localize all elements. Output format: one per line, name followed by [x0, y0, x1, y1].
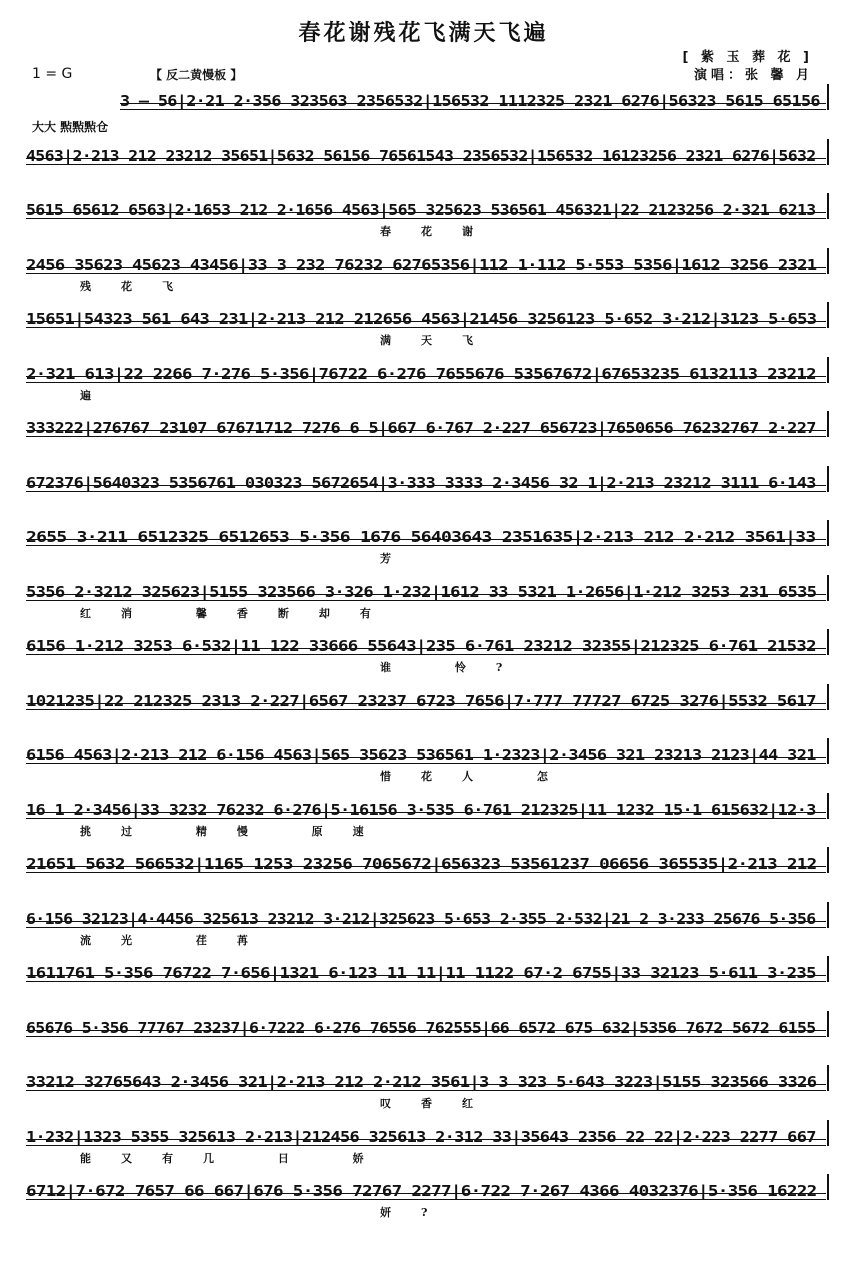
lyric-text: 残花飞: [80, 279, 203, 293]
lyric-text: 能又有几 日 娇: [80, 1151, 394, 1165]
notation-text: 2655 3·211 6512325 6512653 5·356 1676 56403643 2351635|2·213 212 2·212 3561|33: [26, 528, 816, 546]
notation-text: 2·321 613|22 2266 7·276 5·356|76722 6·276 7655676 53567672|67653235 6132113 23212: [26, 364, 816, 383]
notation-line: [26, 357, 826, 383]
notation-line: [26, 466, 826, 492]
barline: [827, 793, 829, 819]
notation-line: [26, 575, 826, 601]
barline: [827, 520, 829, 546]
notation-text: 15651|54323 561 643 231|2·213 212 212656 4563|21456 3256123 5·652 3·212|3123 5·653: [26, 310, 817, 328]
barline: [827, 193, 829, 219]
barline: [827, 902, 829, 928]
notation-text: 6712|7·672 7657 66 667|676 5·356 72767 2277|6·722 7·267 4366 4032376|5·356 16222: [26, 1182, 817, 1200]
notation-text: 6156 4563|2·213 212 6·156 4563|565 35623 536561 1·2323|2·3456 321 23213 2123|44 321: [26, 746, 816, 764]
notation-line: [26, 520, 826, 546]
lyric-text: 谁 怜?: [380, 661, 533, 674]
notation-text: 33212 32765643 2·3456 321|2·213 212 2·212 3561|3 3 323 5·643 3223|5155 323566 3326: [26, 1073, 817, 1091]
notation-line: [26, 248, 826, 274]
lyric-text: 妍?: [380, 1206, 458, 1219]
lyric-text: 挑过 精慢 原速: [80, 824, 394, 838]
lyric-text: 叹香红: [380, 1097, 503, 1110]
barline: [827, 1011, 829, 1037]
notation-line: [120, 84, 826, 110]
barline: [827, 956, 829, 982]
barline: [827, 84, 829, 110]
notation-text: 1611761 5·356 76722 7·656|1321 6·123 11 11|11 1122 67·2 6755|33 32123 5·611 3·235: [26, 964, 816, 982]
notation-line: [26, 193, 826, 219]
notation-text: 672376|5640323 5356761 030323 5672654|3·333 3333 2·3456 32 1|2·213 23212 3111 6·143: [26, 473, 816, 492]
key-signature: 1 = G: [32, 66, 73, 82]
lyric-text: 满天飞: [380, 334, 503, 347]
notation-text: 2456 35623 45623 43456|33 3 232 76232 62765356|112 1·112 5·553 5356|1612 3256 2321: [26, 255, 817, 274]
barline: [827, 847, 829, 873]
notation-text: 1·232|1323 5355 325613 2·213|212456 325613 2·312 33|35643 2356 22 22|2·223 2277 667: [26, 1127, 816, 1146]
barline: [827, 466, 829, 492]
barline: [827, 302, 829, 328]
notation-line: [26, 302, 826, 328]
notation-text: 333222|276767 23107 67671712 7276 6 5|667 6·767 2·227 656723|7650656 76232767 2·227: [26, 419, 816, 437]
lyric-text: 芳: [380, 552, 421, 565]
barline: [827, 1120, 829, 1146]
notation-line: [26, 902, 826, 928]
notation-text: 3 – 56|2·21 2·356 323563 2356532|156532 1112325 2321 6276|56323 5615 65156: [120, 92, 820, 110]
notation-text: 21651 5632 566532|1165 1253 23256 7065672|656323 53561237 06656 365535|2·213 212: [26, 855, 817, 873]
notation-text: 5615 65612 6563|2·1653 212 2·1656 4563|565 325623 536561 456321|22 2123256 2·321 6213: [26, 201, 816, 219]
barline: [827, 684, 829, 710]
percussion-line: 大大 㸃㸃㸃仓: [32, 120, 109, 134]
notation-line: [26, 1120, 826, 1146]
lyric-text: 惜花人 怎: [380, 770, 578, 783]
notation-line: [26, 684, 826, 710]
barline: [827, 629, 829, 655]
score-title: 春花谢残花飞满天飞遍: [298, 20, 549, 46]
lyric-text: 红消 馨香断却有: [80, 606, 401, 620]
barline: [827, 1174, 829, 1200]
notation-text: 4563|2·213 212 23212 35651|5632 56156 76561543 2356532|156532 16123256 2321 6276|5632: [26, 146, 816, 165]
notation-line: [26, 847, 826, 873]
barline: [827, 139, 829, 165]
barline: [827, 357, 829, 383]
barline: [827, 411, 829, 437]
notation-text: 6156 1·212 3253 6·532|11 122 33666 55643|235 6·761 23212 32355|212325 6·761 21532: [26, 637, 816, 655]
notation-text: 5356 2·3212 325623|5155 323566 3·326 1·232|1612 33 5321 1·2656|1·212 3253 231 6535: [26, 582, 817, 601]
notation-line: [26, 738, 826, 764]
source-label: [ 紫 玉 葬 花 ]: [682, 50, 813, 65]
lyric-text: 遍: [80, 388, 121, 402]
performer-label: 演唱：张 馨 月: [693, 68, 813, 83]
notation-line: [26, 1011, 826, 1037]
tempo-marking: 【 反二黄慢板 】: [150, 68, 243, 82]
notation-text: 16 1 2·3456|33 3232 76232 6·276|5·16156 3·535 6·761 212325|11 1232 15·1 615632|12·3: [26, 800, 816, 819]
notation-line: [26, 139, 826, 165]
notation-line: [26, 1065, 826, 1091]
notation-text: 65676 5·356 77767 23237|6·7222 6·276 76556 762555|66 6572 675 632|5356 7672 5672 6155: [26, 1018, 816, 1037]
notation-line: [26, 1174, 826, 1200]
notation-line: [26, 956, 826, 982]
notation-text: 1021235|22 212325 2313 2·227|6567 23237 6723 7656|7·777 77727 6725 3276|5532 5617: [26, 691, 816, 710]
notation-line: [26, 411, 826, 437]
lyric-text: 流光 荏苒: [80, 933, 278, 947]
notation-line: [26, 793, 826, 819]
notation-line: [26, 629, 826, 655]
lyric-text: 春花谢: [380, 225, 503, 238]
barline: [827, 248, 829, 274]
barline: [827, 575, 829, 601]
barline: [827, 1065, 829, 1091]
notation-text: 6·156 32123|4·4456 325613 23212 3·212|325623 5·653 2·355 2·532|21 2 3·233 25676 5·356: [26, 909, 816, 928]
barline: [827, 738, 829, 764]
